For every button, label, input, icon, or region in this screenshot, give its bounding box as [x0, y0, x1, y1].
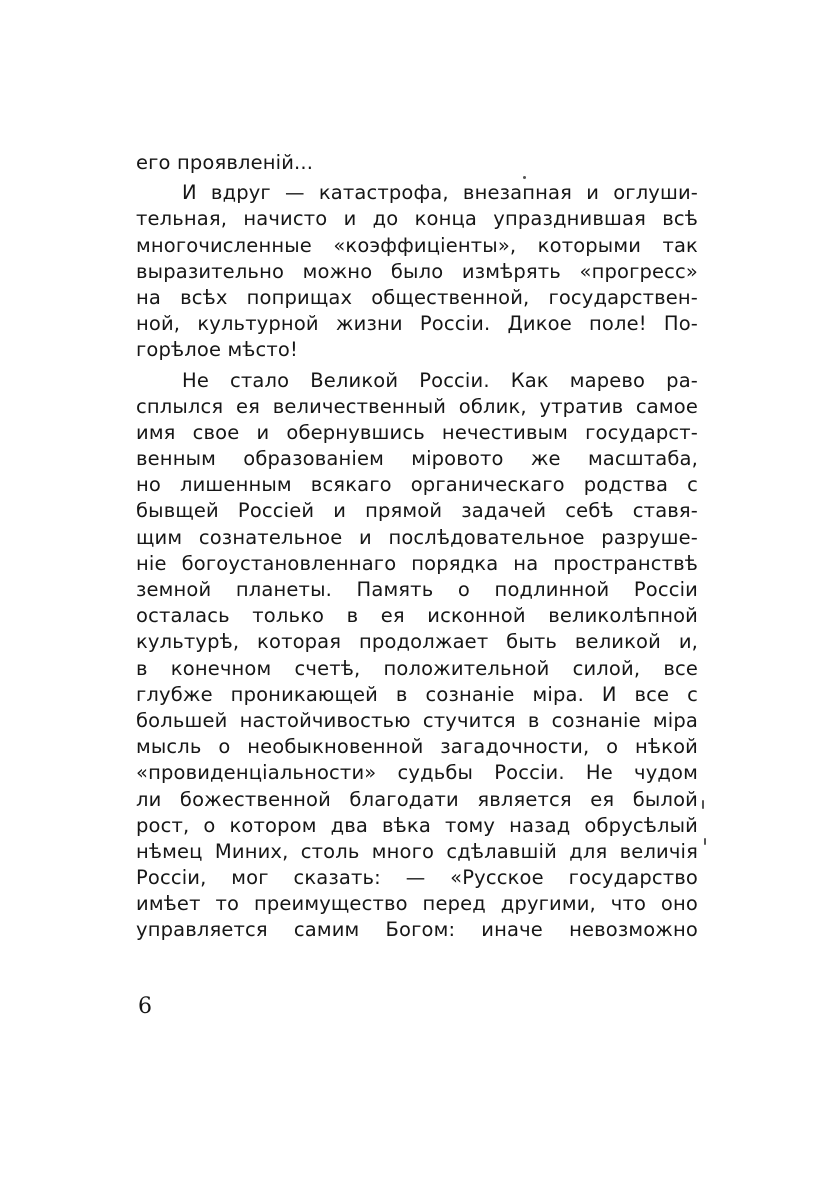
text-line: И вдруг — катастрофа, внезапная и оглуши- — [182, 181, 698, 205]
text-line: Не стало Великой Россіи. Как марево ра- — [182, 368, 698, 392]
text-line: сплылся ея величественный облик, утратив самое — [136, 394, 698, 418]
text-line: большей настойчивостью стучится в сознаніе міра — [136, 708, 698, 732]
print-speck — [523, 176, 526, 179]
text-line: имя свое и обернувшись нечестивым государст- — [136, 420, 698, 444]
text-line: выразительно можно было измѣрять «прогресс» — [136, 259, 698, 283]
page-number: 6 — [138, 994, 152, 1019]
print-speck — [704, 838, 706, 845]
text-line: культурѣ, которая продолжает быть великой и, — [136, 630, 698, 654]
text-line: венным образованіем міровото же масштаба, — [136, 447, 698, 471]
text-line: ли божественной благодати является ея былой — [136, 787, 698, 811]
text-line: тельная, начисто и до конца упразднившая всѣ — [136, 207, 698, 231]
text-line: осталась только в ея исконной великолѣпной — [136, 604, 698, 628]
text-line: управляется самим Богом: иначе невозможно — [136, 918, 698, 942]
text-line: многочисленные «коэффиціенты», которыми так — [136, 233, 698, 257]
text-line: земной планеты. Память о подлинной Россіи — [136, 578, 698, 601]
text-line: на всѣх поприщах общественной, государствен- — [136, 285, 698, 309]
text-line: бывщей Россіей и прямой задачей себѣ ставя- — [136, 499, 698, 523]
text-line: ной, культурной жизни Россіи. Дикое поле! По- — [136, 312, 698, 336]
text-line: рост, о котором два вѣка тому назад обрусѣлый — [136, 813, 698, 837]
text-line: горѣлое мѣсто! — [136, 338, 298, 362]
text-line: глубже проникающей в сознаніе міра. И все с — [136, 682, 698, 706]
text-line: мысль о необыкновенной загадочности, о нѣкой — [136, 735, 698, 759]
text-line: «провиденціальности» судьбы Россіи. Не чудом — [136, 761, 698, 785]
text-line: ніе богоустановленнаго порядка на пространствѣ — [136, 551, 698, 575]
print-speck — [702, 800, 704, 809]
text-line: нѣмец Миних, столь много сдѣлавшій для величія — [136, 839, 698, 863]
text-line: щим сознательное и послѣдовательное разруше- — [136, 525, 698, 549]
text-line: его проявленій... — [136, 151, 314, 174]
text-line: но лишенным всякаго органическаго родства с — [136, 473, 698, 497]
text-line: в конечном счетѣ, положительной силой, все — [136, 656, 698, 680]
text-line: Россіи, мог сказать: — «Русское государство — [136, 866, 698, 890]
text-line: имѣет то преимущество перед другими, что оно — [136, 892, 698, 916]
body-text — [136, 150, 698, 944]
